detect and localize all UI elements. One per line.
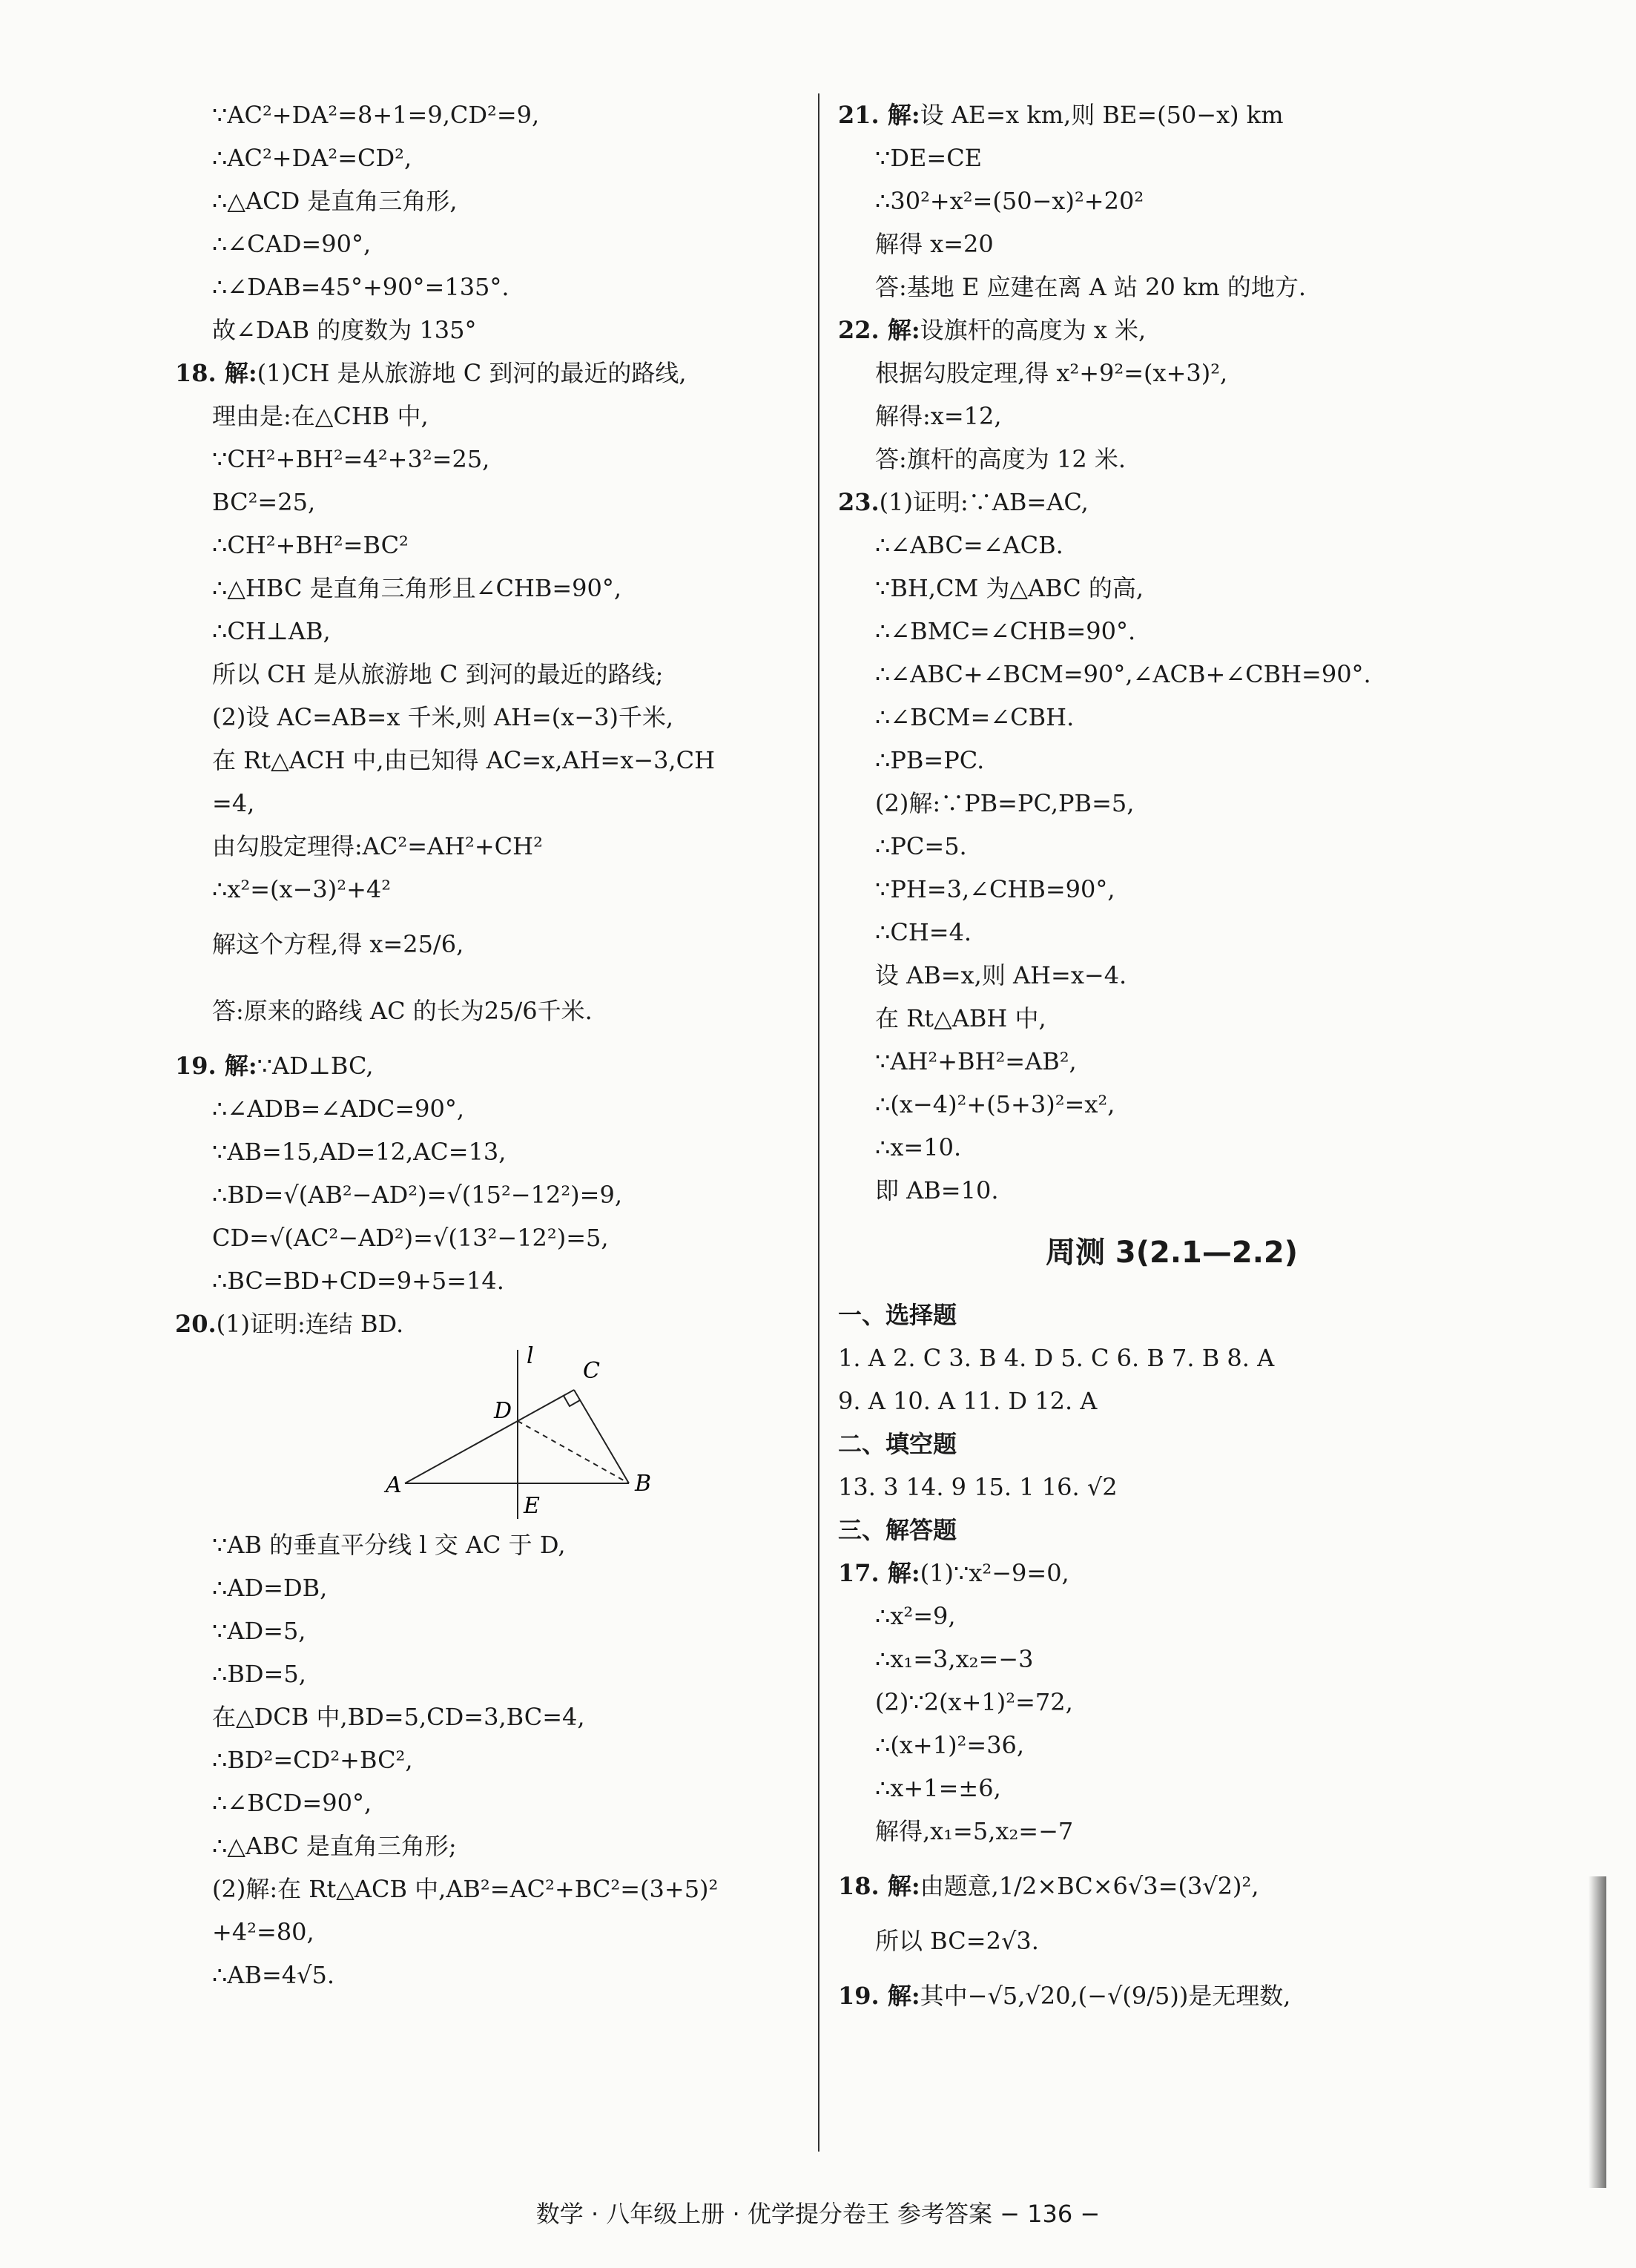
answer-line (838, 567, 1505, 610)
answer-line (838, 1767, 1505, 1810)
left-answers-part-1 (175, 93, 791, 1345)
section-heading: 三、解答题 (838, 1516, 957, 1544)
answer-line (838, 610, 1505, 653)
answer-line (175, 1954, 791, 1997)
right-column (838, 93, 1505, 2029)
right-angle-mark (564, 1396, 580, 1406)
label-B: B (635, 1471, 652, 1497)
question-number: 17. 解: (838, 1559, 920, 1587)
question-number: 22. 解: (838, 316, 920, 344)
answer-line (175, 93, 791, 136)
question-number: 20. (175, 1310, 217, 1338)
answer-line (838, 1638, 1505, 1681)
answer-line (838, 1810, 1505, 1853)
label-E: E (524, 1493, 540, 1519)
line-text: =4, (212, 789, 255, 817)
line-text: 答:原来的路线 AC 的长为25/6千米. (212, 997, 593, 1025)
answer-line (838, 653, 1505, 696)
answer-line (175, 136, 791, 179)
line-text: (2)解:∵PB=PC,PB=5, (875, 789, 1135, 817)
answer-line (838, 1466, 1505, 1509)
answer-line (838, 997, 1505, 1040)
left-column (175, 93, 791, 1997)
segment-CB (574, 1390, 629, 1483)
line-text: ∵AB 的垂直平分线 l 交 AC 于 D, (212, 1531, 566, 1559)
line-text: 故∠DAB 的度数为 135° (212, 316, 477, 344)
answer-line (838, 1509, 1505, 1552)
line-text: ∴BD²=CD²+BC², (212, 1746, 413, 1774)
line-text: ∴AD=DB, (212, 1574, 328, 1602)
left-answers-part-2 (175, 1523, 791, 1997)
answer-line (175, 524, 791, 567)
answer-line (175, 1652, 791, 1695)
line-text: ∵AB=15,AD=12,AC=13, (212, 1138, 507, 1166)
line-text: ∴PB=PC. (875, 746, 985, 774)
answer-line (175, 1781, 791, 1824)
line-text: ∴(x+1)²=36, (875, 1731, 1025, 1759)
line-text: 在 Rt△ACH 中,由已知得 AC=x,AH=x−3,CH (212, 746, 715, 774)
line-text: ∴△ABC 是直角三角形; (212, 1832, 457, 1860)
answer-line (175, 1044, 791, 1087)
section-heading: 二、填空题 (838, 1430, 957, 1458)
line-text: ∴x+1=±6, (875, 1774, 1001, 1802)
answer-line (175, 481, 791, 524)
answer-line (838, 1919, 1505, 1962)
line-text: ∴CH²+BH²=BC² (212, 531, 409, 559)
line-text: ∴∠BCD=90°, (212, 1789, 372, 1817)
answer-line (175, 1216, 791, 1259)
line-text: 13. 3 14. 9 15. 1 16. √2 (838, 1473, 1118, 1501)
line-text: ∴△HBC 是直角三角形且∠CHB=90°, (212, 574, 622, 602)
section-title: 周测 3(2.1—2.2) (1045, 1236, 1299, 1270)
question-number: 21. 解: (838, 101, 920, 129)
right-answers-part-1 (838, 93, 1505, 1212)
answer-line (838, 1169, 1505, 1212)
answer-line (838, 1595, 1505, 1638)
answer-line (838, 1962, 1505, 2029)
answer-line (838, 1724, 1505, 1767)
answer-line (838, 868, 1505, 911)
question-number: 18. 解: (175, 359, 257, 387)
line-text: 答:旗杆的高度为 12 米. (875, 445, 1127, 473)
line-text: ∴30²+x²=(50−x)²+20² (875, 187, 1144, 215)
line-text: 所以 BC=2√3. (875, 1927, 1039, 1955)
line-text: 在△DCB 中,BD=5,CD=3,BC=4, (212, 1703, 585, 1731)
answer-line (175, 309, 791, 352)
answer-line (838, 782, 1505, 825)
line-text: 根据勾股定理,得 x²+9²=(x+3)², (875, 359, 1228, 387)
line-text: ∴AC²+DA²=CD², (212, 144, 412, 172)
answer-line (175, 395, 791, 438)
line-text: (1)证明:∵AB=AC, (879, 488, 1089, 516)
answer-line (838, 524, 1505, 567)
answer-line (175, 179, 791, 222)
question-number: 18. 解: (838, 1872, 920, 1900)
answer-line (175, 825, 791, 868)
line-text: ∴∠ABC=∠ACB. (875, 531, 1063, 559)
answer-line (838, 1853, 1505, 1919)
line-text: ∵AH²+BH²=AB², (875, 1047, 1077, 1075)
answer-line (838, 1083, 1505, 1126)
answer-line (175, 911, 791, 978)
answer-line (838, 179, 1505, 222)
answer-line (838, 309, 1505, 352)
label-A: A (386, 1472, 402, 1498)
answer-line (175, 1868, 791, 1911)
line-text: ∴BD=√(AB²−AD²)=√(15²−12²)=9, (212, 1181, 622, 1209)
line-text: 其中−√5,√20,(−√(9/5))是无理数, (920, 1982, 1291, 2010)
line-text: 即 AB=10. (875, 1176, 999, 1204)
column-divider (818, 93, 819, 2152)
answer-line (175, 1695, 791, 1738)
answer-line (175, 1824, 791, 1868)
line-text: 在 Rt△ABH 中, (875, 1004, 1046, 1032)
line-text: (2)∵2(x+1)²=72, (875, 1688, 1073, 1716)
answer-line (838, 911, 1505, 954)
figure-triangle (175, 1345, 791, 1523)
answer-line (838, 1126, 1505, 1169)
answer-line (838, 438, 1505, 481)
line-text: ∴x²=(x−3)²+4² (212, 875, 392, 903)
line-text: (2)设 AC=AB=x 千米,则 AH=(x−3)千米, (212, 703, 674, 731)
label-D: D (494, 1398, 512, 1424)
answer-line (175, 1523, 791, 1566)
answer-line (175, 1911, 791, 1954)
answer-line (838, 395, 1505, 438)
line-text: ∵CH²+BH²=4²+3²=25, (212, 445, 490, 473)
line-text: ∴∠BCM=∠CBH. (875, 703, 1075, 731)
answer-line (175, 696, 791, 739)
answer-line (838, 1040, 1505, 1083)
line-text: ∴∠DAB=45°+90°=135°. (212, 273, 509, 301)
segment-AC (405, 1390, 574, 1483)
line-text: 解这个方程,得 x=25/6, (212, 930, 464, 958)
line-text: ∴△ACD 是直角三角形, (212, 187, 458, 215)
label-C: C (583, 1358, 600, 1384)
line-text: ∴PC=5. (875, 832, 967, 860)
segment-DB (518, 1421, 629, 1483)
line-text: 设旗杆的高度为 x 米, (920, 316, 1147, 344)
answer-line (175, 1302, 791, 1345)
answer-line (175, 1173, 791, 1216)
answer-line (175, 1259, 791, 1302)
line-text: 解得 x=20 (875, 230, 994, 258)
question-number: 23. (838, 488, 880, 516)
answer-line (838, 739, 1505, 782)
answer-line (175, 653, 791, 696)
answer-line (838, 352, 1505, 395)
answer-line (838, 1681, 1505, 1724)
answer-line (838, 93, 1505, 136)
answer-line (838, 136, 1505, 179)
line-text: ∵AD⊥BC, (257, 1052, 374, 1080)
answer-line (175, 610, 791, 653)
answer-line (838, 1423, 1505, 1466)
answer-line (838, 222, 1505, 266)
answer-line (175, 352, 791, 395)
answer-line (838, 1552, 1505, 1595)
question-number: 19. 解: (175, 1052, 257, 1080)
line-text: ∵AC²+DA²=8+1=9,CD²=9, (212, 101, 540, 129)
answer-line (175, 1130, 791, 1173)
page-footer: 数学 · 八年级上册 · 优学提分卷王 参考答案 − 136 − (535, 2200, 1101, 2228)
answer-line (175, 567, 791, 610)
line-text: ∴CH⊥AB, (212, 617, 331, 645)
line-text: 设 AB=x,则 AH=x−4. (875, 961, 1127, 989)
line-text: ∴CH=4. (875, 918, 972, 946)
line-text: (2)解:在 Rt△ACB 中,AB²=AC²+BC²=(3+5)² (212, 1875, 719, 1903)
line-text: 1. A 2. C 3. B 4. D 5. C 6. B 7. B 8. A (838, 1344, 1275, 1372)
line-text: ∴∠CAD=90°, (212, 230, 372, 258)
line-text: 答:基地 E 应建在离 A 站 20 km 的地方. (875, 273, 1307, 301)
answer-line (838, 266, 1505, 309)
line-text: ∵BH,CM 为△ABC 的高, (875, 574, 1144, 602)
answer-line (838, 954, 1505, 997)
answer-line (838, 1336, 1505, 1379)
answer-line (175, 868, 791, 911)
line-text: 所以 CH 是从旅游地 C 到河的最近的路线; (212, 660, 664, 688)
line-text: 9. A 10. A 11. D 12. A (838, 1387, 1098, 1415)
line-text: 解得:x=12, (875, 402, 1002, 430)
answer-line (175, 1087, 791, 1130)
section-heading: 一、选择题 (838, 1301, 957, 1329)
line-text: ∴x²=9, (875, 1602, 956, 1630)
answer-line (838, 1293, 1505, 1336)
line-text: ∴x=10. (875, 1133, 962, 1161)
answer-line (175, 1609, 791, 1652)
answer-line (838, 696, 1505, 739)
right-answers-part-2 (838, 1293, 1505, 2029)
line-text: (1)∵x²−9=0, (920, 1559, 1069, 1587)
line-text: 解得,x₁=5,x₂=−7 (875, 1817, 1074, 1845)
answer-line (175, 438, 791, 481)
answer-line (175, 978, 791, 1044)
answer-line (175, 1738, 791, 1781)
label-l: l (527, 1345, 534, 1369)
line-text: CD=√(AC²−AD²)=√(13²−12²)=5, (212, 1224, 609, 1252)
answer-line (838, 825, 1505, 868)
question-number: 19. 解: (838, 1982, 920, 2010)
answer-line (175, 266, 791, 309)
line-text: 由题意,1/2×BC×6√3=(3√2)², (920, 1872, 1259, 1900)
answer-line (175, 1566, 791, 1609)
line-text: ∴∠BMC=∠CHB=90°. (875, 617, 1136, 645)
answer-line (175, 739, 791, 782)
line-text: 设 AE=x km,则 BE=(50−x) km (920, 101, 1284, 129)
line-text: ∴BC=BD+CD=9+5=14. (212, 1267, 504, 1295)
line-text: ∵AD=5, (212, 1617, 306, 1645)
line-text: ∴x₁=3,x₂=−3 (875, 1645, 1034, 1673)
line-text: ∴AB=4√5. (212, 1961, 335, 1989)
triangle-diagram (175, 1345, 791, 1523)
line-text: ∴(x−4)²+(5+3)²=x², (875, 1090, 1115, 1118)
line-text: 理由是:在△CHB 中, (212, 402, 429, 430)
answer-line (838, 481, 1505, 524)
line-text: ∴∠ABC+∠BCM=90°,∠ACB+∠CBH=90°. (875, 660, 1371, 688)
line-text: ∴BD=5, (212, 1660, 306, 1688)
answer-line (838, 1379, 1505, 1423)
line-text: ∴∠ADB=∠ADC=90°, (212, 1095, 465, 1123)
line-text: +4²=80, (212, 1918, 314, 1946)
line-text: ∵PH=3,∠CHB=90°, (875, 875, 1115, 903)
answer-line (175, 782, 791, 825)
line-text: (1)证明:连结 BD. (216, 1310, 404, 1338)
scan-edge-shadow (1589, 1876, 1606, 2188)
answer-line (175, 222, 791, 266)
line-text: (1)CH 是从旅游地 C 到河的最近的路线, (257, 359, 687, 387)
line-text: 由勾股定理得:AC²=AH²+CH² (212, 832, 543, 860)
line-text: ∵DE=CE (875, 144, 983, 172)
line-text: BC²=25, (212, 488, 316, 516)
